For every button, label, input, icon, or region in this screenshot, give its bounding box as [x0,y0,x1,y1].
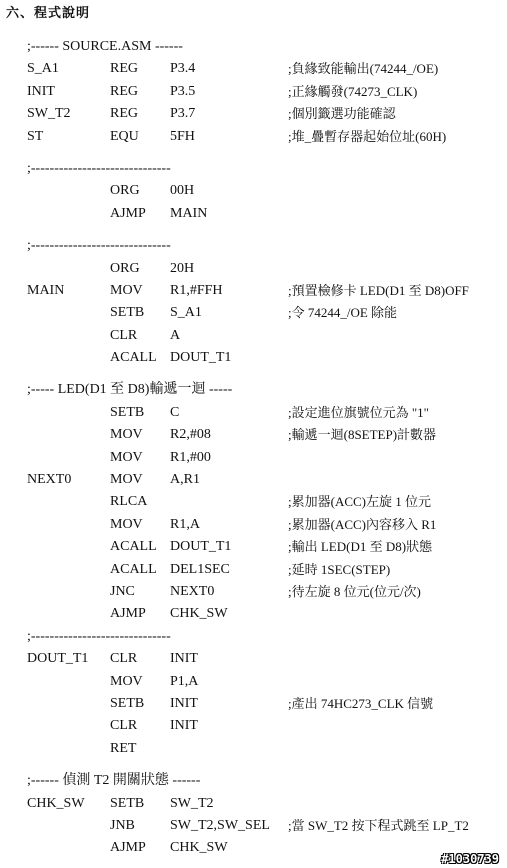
code-line [0,347,507,369]
code-opcode: REG [110,106,138,122]
code-operand: P3.4 [170,61,196,77]
code-opcode: ORG [110,260,140,276]
code-comment: ;產出 74HC273_CLK 信號 [288,695,434,711]
code-line [0,447,507,469]
code-label: NEXT0 [27,472,72,488]
code-line [0,738,507,760]
code-line [0,715,507,737]
code-opcode: MOV [110,673,143,689]
code-opcode: MOV [110,472,143,488]
code-opcode: MOV [110,449,143,465]
code-operand: A,R1 [170,472,200,488]
code-operand: CHK_SW [170,840,228,856]
code-opcode: AJMP [110,840,146,856]
code-operand: R2,#08 [170,427,211,443]
assembly-listing [0,36,507,860]
code-opcode: ACALL [110,350,157,366]
code-opcode: SETB [110,305,145,321]
code-operand: SW_T2,SW_SEL [170,817,270,833]
code-comment: ;輸出 LED(D1 至 D8)狀態 [288,539,433,555]
code-comment: ;堆_疊暫存器起始位址(60H) [288,128,447,144]
code-comment: ;輸遞一迴(8SETEP)計數器 [288,427,437,443]
code-opcode: SETB [110,795,145,811]
separator-text: ;------ SOURCE.ASM ------ [27,39,183,54]
code-operand: 5FH [170,128,195,144]
code-line [0,837,507,859]
separator-text: ;----- LED(D1 至 D8)輸遞一迴 ----- [27,382,233,398]
code-line [0,424,507,446]
code-line [0,671,507,693]
separator-text: ;------------------------------ [27,238,171,254]
code-label: ST [27,128,44,144]
separator-comment-line [0,770,507,792]
code-line [0,280,507,302]
code-comment: ;當 SW_T2 按下程式跳至 LP_T2 [288,817,469,833]
code-operand: DOUT_T1 [170,539,232,555]
code-operand: INIT [170,718,198,734]
code-operand: INIT [170,695,198,711]
code-line [0,559,507,581]
separator-comment-line [0,158,507,180]
code-line [0,536,507,558]
code-opcode: CLR [110,651,138,667]
separator-comment-line [0,36,507,58]
code-opcode: ACALL [110,539,157,555]
code-operand: 20H [170,260,195,276]
code-line [0,469,507,491]
code-operand: NEXT0 [170,583,215,599]
code-label: SW_T2 [27,106,71,122]
code-operand: C [170,404,180,420]
code-line [0,302,507,324]
code-line [0,793,507,815]
code-operand: MAIN [170,205,208,221]
code-line [0,581,507,603]
code-opcode: ACALL [110,561,157,577]
code-comment: ;累加器(ACC)內容移入 R1 [288,516,437,532]
code-opcode: RET [110,740,137,756]
code-line [0,491,507,513]
separator-comment-line [0,379,507,401]
code-comment: ;延時 1SEC(STEP) [288,561,391,577]
code-opcode: MOV [110,516,143,532]
code-label: CHK_SW [27,795,85,811]
spacer [0,225,507,235]
code-line [0,203,507,225]
code-line [0,648,507,670]
code-opcode: AJMP [110,606,146,622]
separator-comment-line [0,235,507,257]
separator-comment-line [0,626,507,648]
code-comment: ;個別籤選功能確認 [288,106,396,122]
code-comment: ;待左旋 8 位元(位元/次) [288,583,421,599]
code-operand: A [170,327,181,343]
code-opcode: JNC [110,583,135,599]
code-opcode: CLR [110,718,138,734]
code-line [0,325,507,347]
code-line [0,58,507,80]
document-id-stamp: #1030739 [441,852,499,866]
code-operand: DEL1SEC [170,561,230,577]
code-opcode: AJMP [110,205,146,221]
separator-text: ;------------------------------ [27,160,171,176]
spacer [0,148,507,158]
spacer [0,369,507,379]
code-comment: ;令 74244_/OE 除能 [288,305,398,321]
code-line [0,514,507,536]
code-opcode: RLCA [110,494,148,510]
code-opcode: SETB [110,404,145,420]
code-label: DOUT_T1 [27,651,89,667]
spacer [0,760,507,770]
code-line [0,402,507,424]
code-operand: R1,#00 [170,449,211,465]
code-operand: P3.7 [170,106,196,122]
code-opcode: MOV [110,282,143,298]
code-operand: 00H [170,183,195,199]
code-label: INIT [27,83,55,99]
code-comment: ;設定進位旗號位元為 "1" [288,404,429,420]
code-operand: P1,A [170,673,199,689]
code-operand: P3.5 [170,83,196,99]
code-line [0,180,507,202]
code-comment: ;累加器(ACC)左旋 1 位元 [288,494,432,510]
separator-text: ;------------------------------ [27,628,171,644]
code-label: MAIN [27,282,65,298]
code-operand: INIT [170,651,198,667]
code-opcode: REG [110,61,138,77]
code-line [0,81,507,103]
code-opcode: CLR [110,327,138,343]
separator-text: ;------ 偵測 T2 開關狀態 ------ [27,773,201,789]
code-operand: DOUT_T1 [170,350,232,366]
code-operand: CHK_SW [170,606,228,622]
code-opcode: JNB [110,817,135,833]
code-line [0,815,507,837]
code-line [0,103,507,125]
code-line [0,603,507,625]
code-comment: ;正緣觸發(74273_CLK) [288,83,418,99]
code-line [0,693,507,715]
code-opcode: MOV [110,427,143,443]
code-label: S_A1 [27,61,59,77]
section-title: 六、程式說明 [6,6,91,21]
code-line [0,126,507,148]
code-opcode: ORG [110,183,140,199]
code-line [0,258,507,280]
code-operand: R1,A [170,516,200,532]
code-operand: R1,#FFH [170,282,223,298]
code-comment: ;預置檢修卡 LED(D1 至 D8)OFF [288,282,469,298]
code-opcode: REG [110,83,138,99]
code-operand: S_A1 [170,305,202,321]
code-comment: ;負緣致能輸出(74244_/OE) [288,61,439,77]
code-opcode: EQU [110,128,139,144]
code-operand: SW_T2 [170,795,214,811]
code-opcode: SETB [110,695,145,711]
